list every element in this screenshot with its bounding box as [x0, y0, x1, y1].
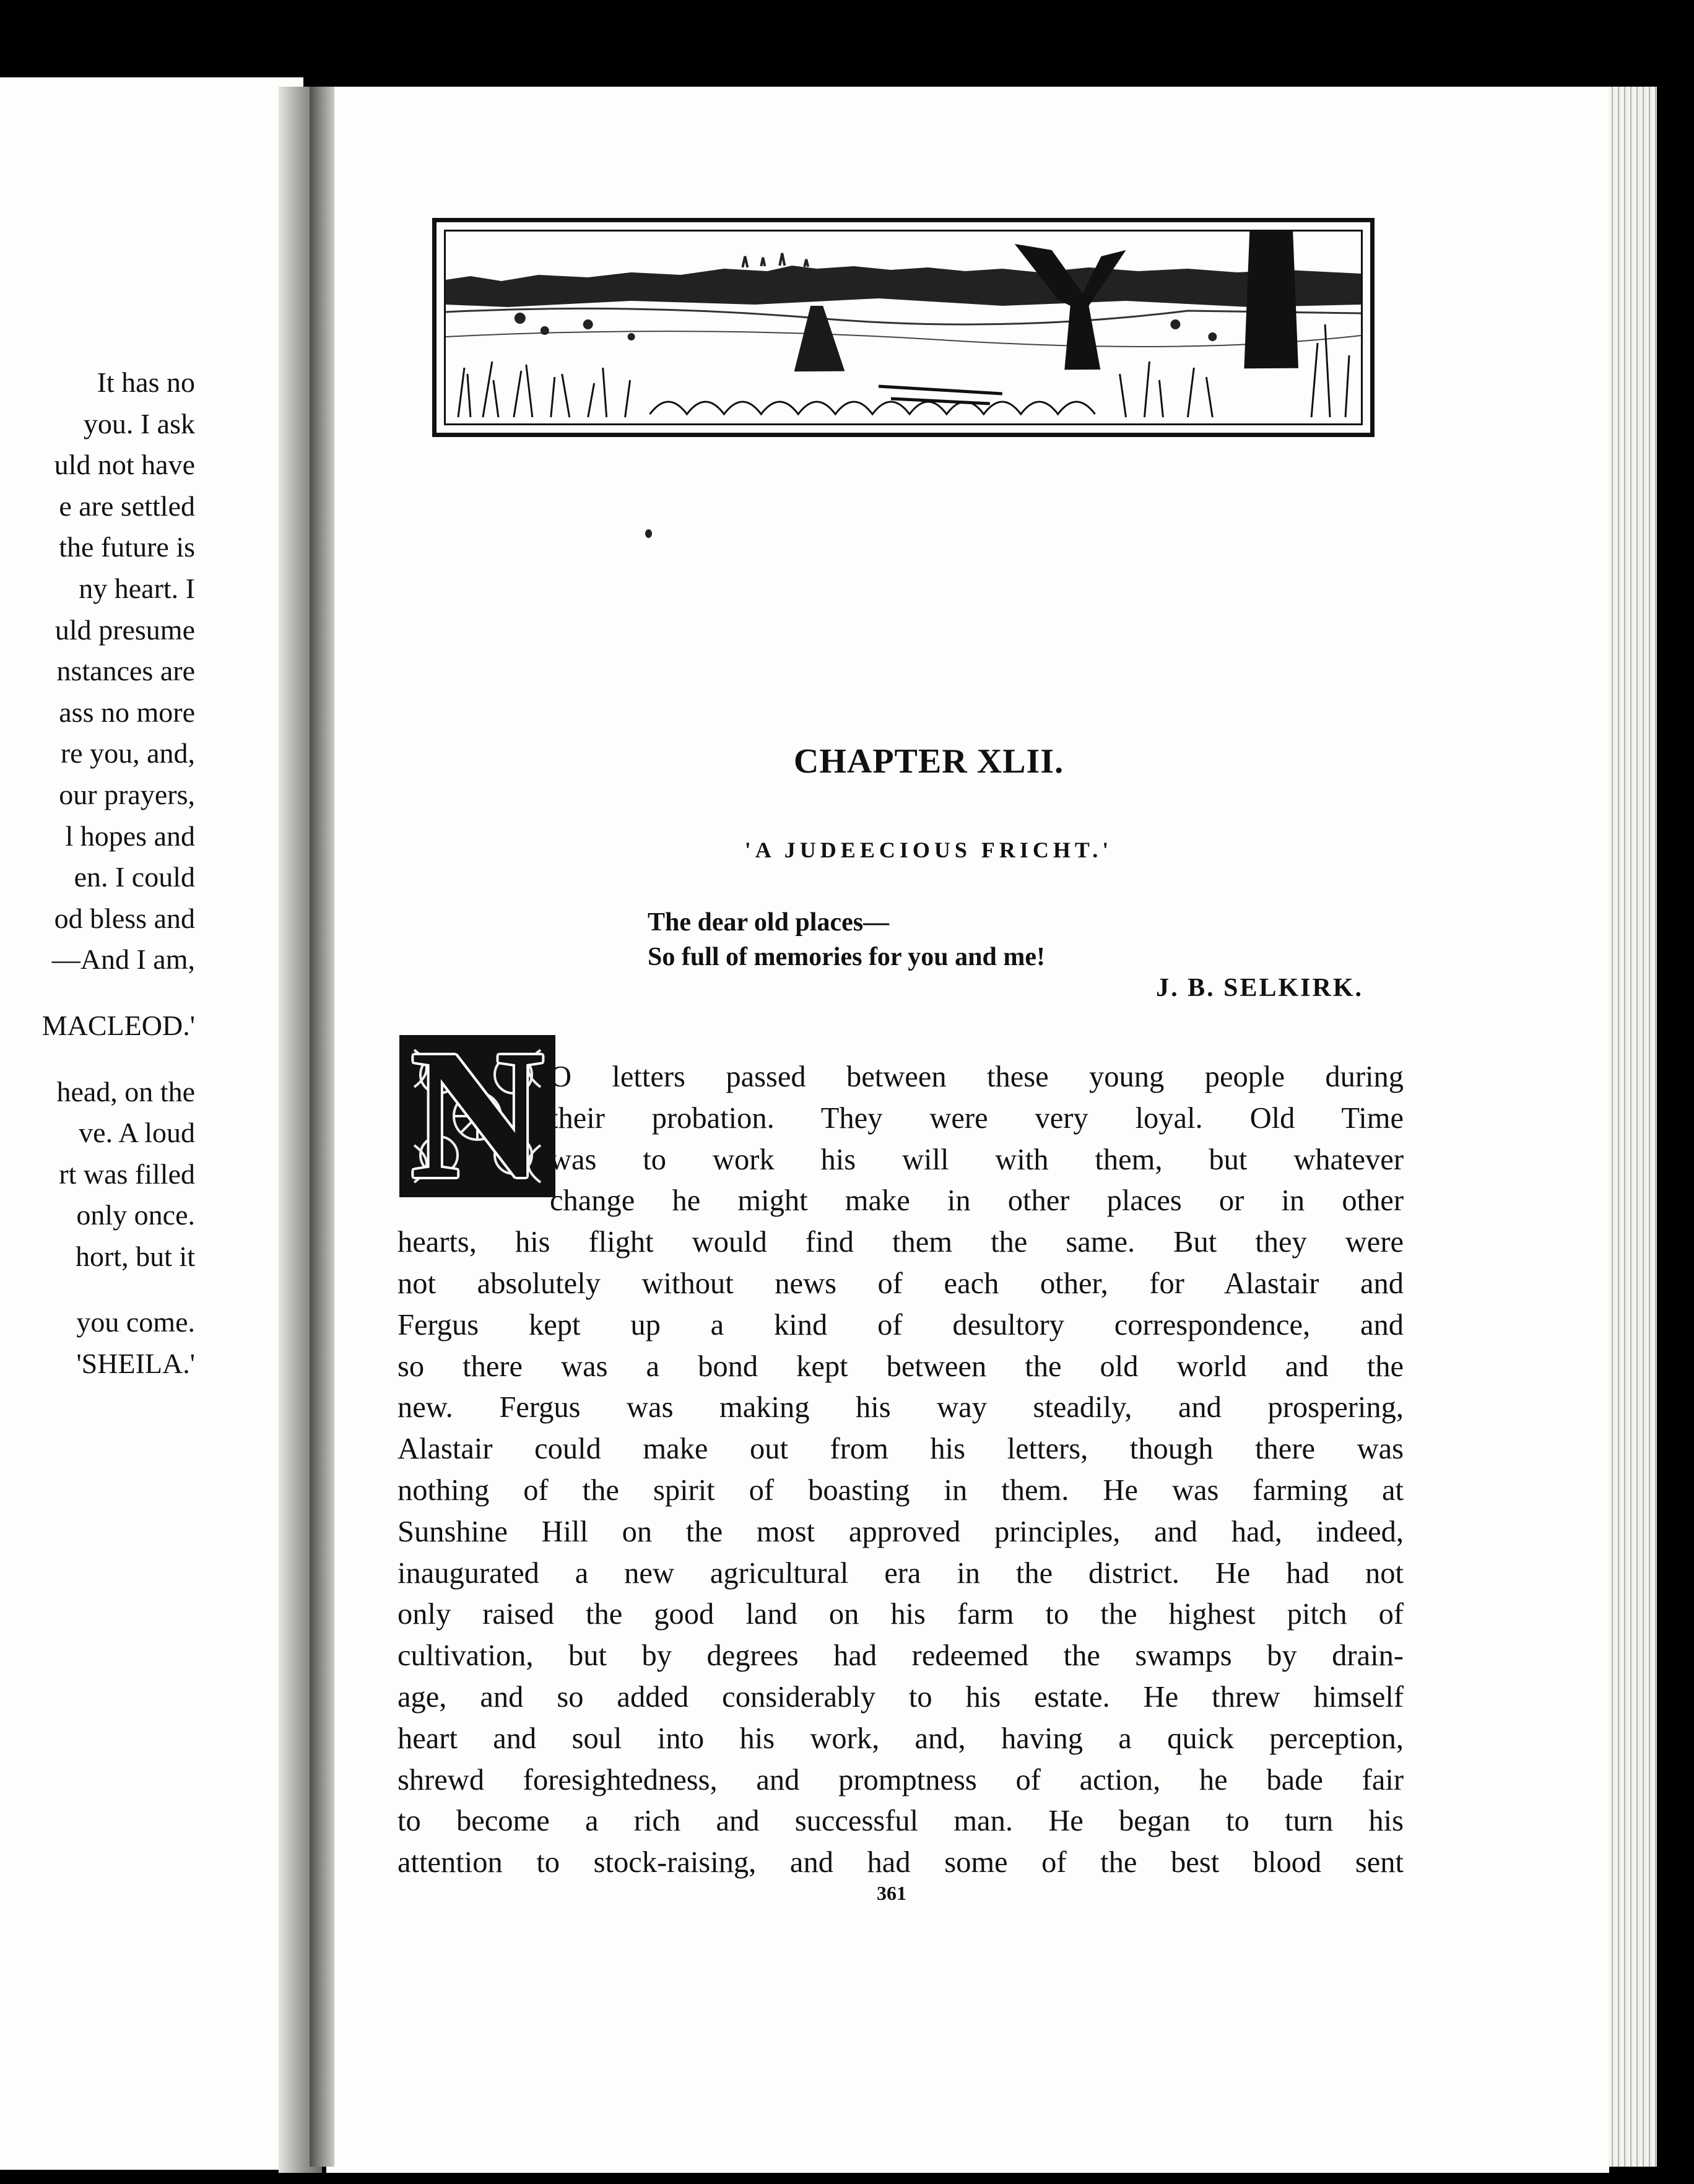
left-line: en. I could: [74, 861, 195, 893]
chapter-headpiece-illustration: [432, 218, 1375, 437]
page-number: 361: [877, 1882, 906, 1904]
chapter-body-text: [397, 1057, 1404, 1884]
left-line: ass no more: [59, 696, 195, 728]
left-line: head, on the: [56, 1075, 195, 1107]
left-line: uld not have: [54, 449, 195, 481]
body-line: so there was a bond kept between the old world and the: [397, 1350, 1404, 1383]
left-line: re you, and,: [60, 737, 195, 769]
body-line: nothing of the spirit of boasting in them. He was farming at: [397, 1473, 1404, 1507]
body-line: not absolutely without news of each other, for Alastair and: [397, 1267, 1404, 1300]
body-line: Sunshine Hill on the most approved principles, and had, indeed,: [397, 1515, 1404, 1548]
body-line: Fergus kept up a kind of desultory correspondence, and: [397, 1308, 1404, 1341]
left-line: the future is: [59, 531, 195, 563]
page-edges: [1609, 87, 1657, 2167]
left-line: od bless and: [54, 902, 195, 934]
epigraph: [648, 905, 1391, 974]
chapter-title: CHAPTER XLII.: [793, 742, 1064, 781]
body-line: change he might make in other places or in other: [550, 1184, 1404, 1218]
left-spacer: [0, 1277, 195, 1302]
body-line: their probation. They were very loyal. Old Time: [550, 1101, 1404, 1135]
left-line: you. I ask: [83, 407, 195, 440]
body-line: only raised the good land on his farm to the highest pitch of: [397, 1598, 1404, 1631]
body-line: age, and so added considerably to his estate. He threw himself: [397, 1680, 1404, 1714]
left-line: nstances are: [56, 655, 195, 687]
body-line: to become a rich and successful man. He began to turn his: [397, 1805, 1404, 1838]
left-line: —And I am,: [51, 943, 195, 976]
left-line: only once.: [76, 1199, 195, 1231]
landscape-engraving: [446, 232, 1361, 423]
chapter-subtitle: 'A JUDEECIOUS FRICHT.': [744, 838, 1113, 862]
left-line: uld presume: [54, 613, 195, 646]
body-line: hearts, his flight would find them the same. But they were: [397, 1226, 1404, 1259]
body-line: O letters passed between these young people during: [550, 1060, 1404, 1093]
epigraph-line: So full of memories for you and me!: [648, 943, 1045, 971]
left-signature-sheila: 'SHEILA.': [76, 1348, 195, 1380]
body-line: was to work his will with them, but whatever: [550, 1143, 1404, 1176]
left-spacer: [0, 981, 195, 1005]
left-line: ny heart. I: [79, 572, 195, 604]
ink-speck: [645, 529, 652, 538]
body-line: cultivation, but by degrees had redeemed the swamps by drain-: [397, 1639, 1404, 1673]
body-line: inaugurated a new agricultural era in the district. He had not: [397, 1556, 1404, 1590]
left-line: ve. A loud: [79, 1117, 195, 1149]
left-page: [0, 77, 303, 2170]
left-line: e are settled: [59, 490, 195, 522]
body-line: attention to stock-raising, and had some of the best blood sent: [397, 1846, 1404, 1879]
left-line: It has no: [97, 366, 195, 398]
body-line: new. Fergus was making his way steadily, and prospering,: [397, 1391, 1404, 1424]
body-line: Alastair could make out from his letters, though there was: [397, 1432, 1404, 1466]
epigraph-line: The dear old places—: [648, 908, 890, 937]
left-spacer: [0, 1047, 195, 1072]
left-line: you come.: [76, 1306, 195, 1338]
right-page-gutter-shadow: [310, 87, 334, 2167]
epigraph-attribution: J. B. SELKIRK.: [1156, 974, 1363, 1002]
drop-cap-letter: N: [410, 1035, 545, 1197]
left-line: l hopes and: [65, 820, 195, 852]
left-line: rt was filled: [59, 1158, 195, 1190]
body-line: heart and soul into his work, and, having a quick perception,: [397, 1722, 1404, 1755]
left-line: hort, but it: [76, 1240, 195, 1272]
left-line: our prayers,: [59, 778, 195, 810]
body-line: shrewd foresightedness, and promptness of action, he bade fair: [397, 1763, 1404, 1796]
left-page-text: [0, 362, 195, 1385]
left-signature-macleod: MACLEOD.': [41, 1009, 195, 1041]
